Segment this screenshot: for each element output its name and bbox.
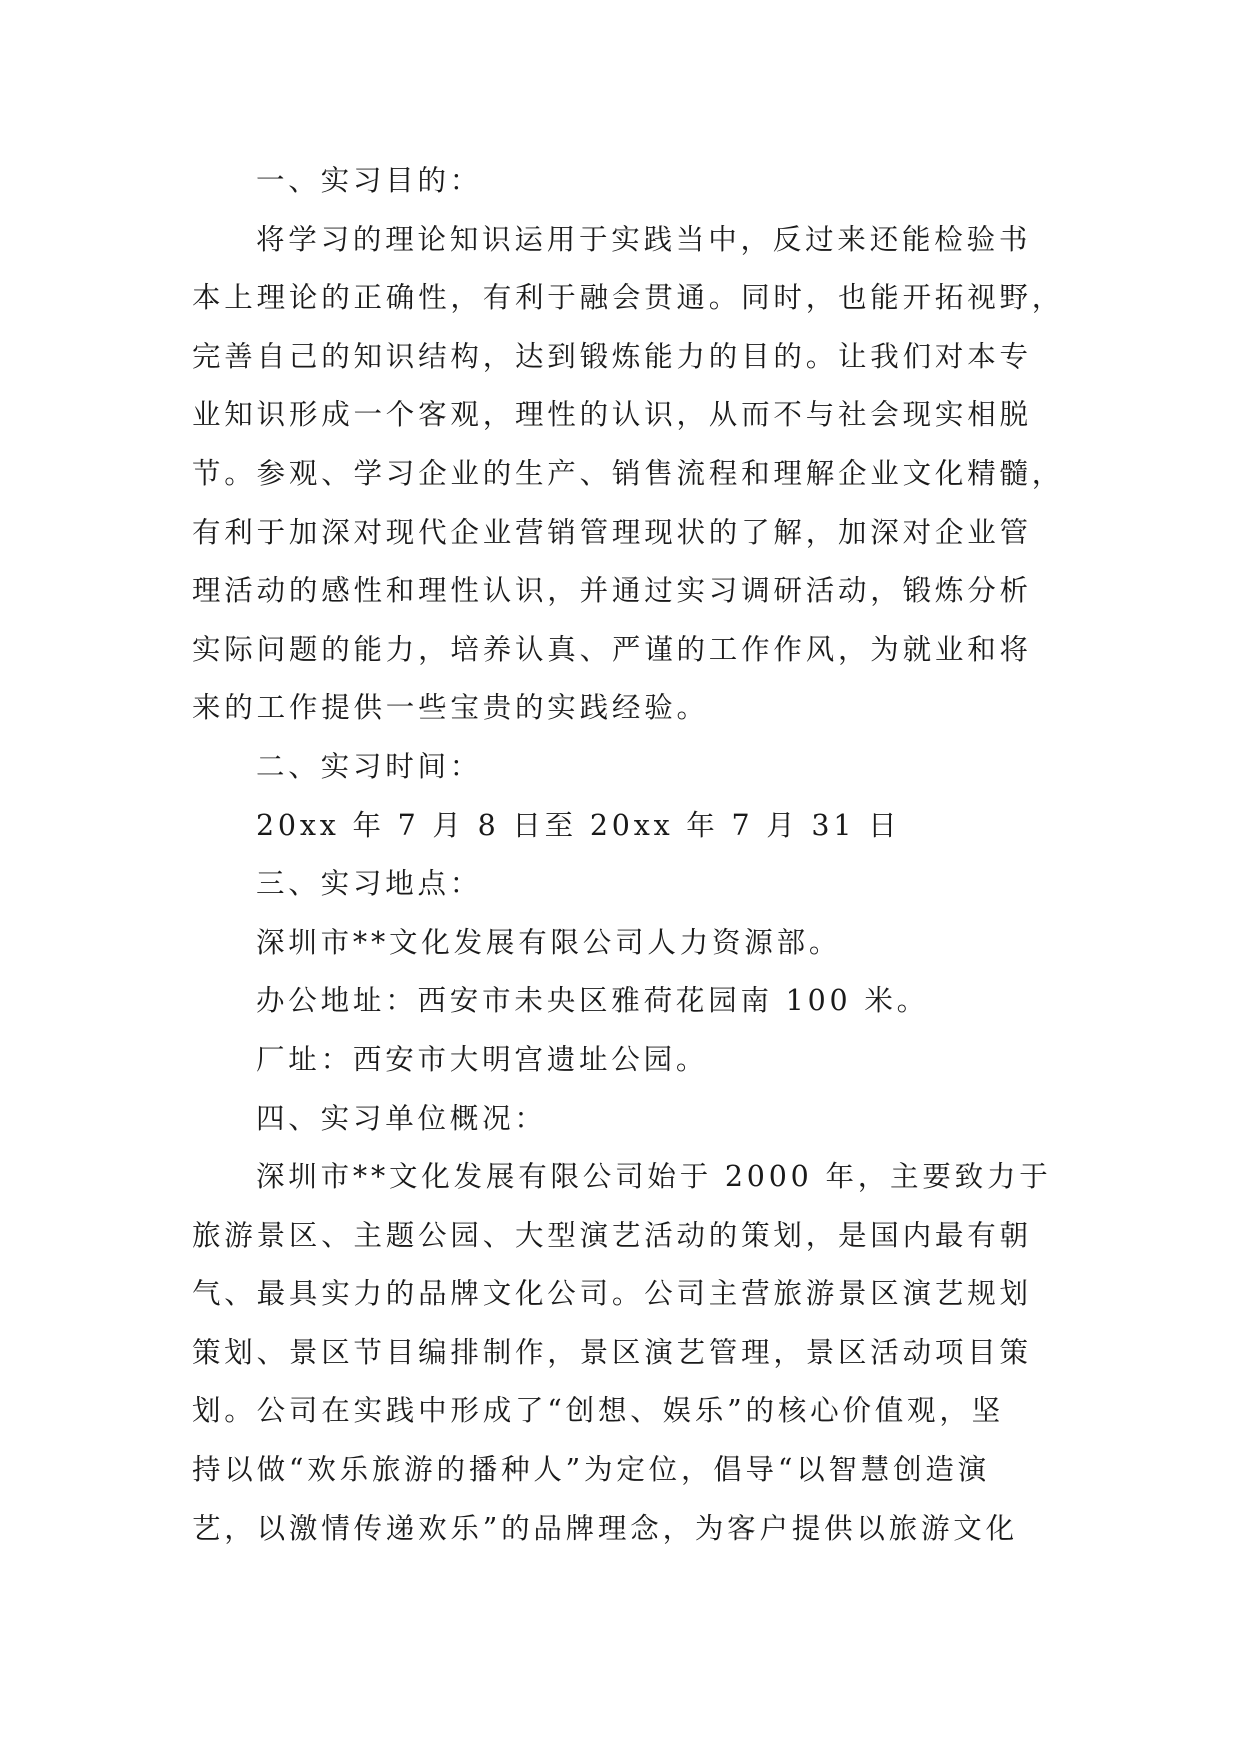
- factory-address: 厂址：西安市大明宫遗址公园。: [256, 1042, 709, 1076]
- paragraph-line: 有利于加深对现代企业营销管理现状的了解，加深对企业管: [192, 515, 1032, 549]
- paragraph-line: 持以做“欢乐旅游的播种人”为定位，倡导“以智慧创造演: [192, 1453, 991, 1487]
- heading-time: 二、实习时间：: [256, 749, 483, 783]
- paragraph-line: 来的工作提供一些宝贵的实践经验。: [192, 691, 709, 725]
- paragraph-line: 节。参观、学习企业的生产、销售流程和理解企业文化精髓，: [192, 456, 1065, 490]
- office-address: 办公地址：西安市未央区雅荷花园南 100 米。: [256, 984, 929, 1018]
- document-page: [192, 152, 1065, 1558]
- heading-company-overview: 四、实习单位概况：: [256, 1101, 547, 1135]
- paragraph-line: 策划、景区节目编排制作，景区演艺管理，景区活动项目策: [192, 1335, 1032, 1369]
- paragraph-line: 业知识形成一个客观，理性的认识，从而不与社会现实相脱: [192, 398, 1032, 432]
- paragraph-line: 本上理论的正确性，有利于融会贯通。同时，也能开拓视野，: [192, 281, 1065, 315]
- paragraph-line: 气、最具实力的品牌文化公司。公司主营旅游景区演艺规划: [192, 1277, 1032, 1311]
- paragraph-line: 实际问题的能力，培养认真、严谨的工作作风，为就业和将: [192, 632, 1032, 666]
- paragraph-line: 旅游景区、主题公园、大型演艺活动的策划，是国内最有朝: [192, 1218, 1032, 1252]
- paragraph-line: 划。公司在实践中形成了“创想、娱乐”的核心价值观，坚: [192, 1394, 1004, 1428]
- paragraph-line: 深圳市**文化发展有限公司始于 2000 年，主要致力于: [256, 1160, 1052, 1194]
- paragraph-line: 完善自己的知识结构，达到锻炼能力的目的。让我们对本专: [192, 339, 1032, 373]
- heading-location: 三、实习地点：: [256, 867, 483, 901]
- paragraph-line: 将学习的理论知识运用于实践当中，反过来还能检验书: [256, 222, 1032, 256]
- heading-purpose: 一、实习目的：: [256, 164, 483, 197]
- location-department: 深圳市**文化发展有限公司人力资源部。: [256, 925, 842, 959]
- paragraph-line: 理活动的感性和理性认识，并通过实习调研活动，锻炼分析: [192, 574, 1032, 608]
- paragraph-line: 艺，以激情传递欢乐”的品牌理念，为客户提供以旅游文化: [192, 1511, 1018, 1545]
- internship-dates: 20xx 年 7 月 8 日至 20xx 年 7 月 31 日: [256, 808, 901, 842]
